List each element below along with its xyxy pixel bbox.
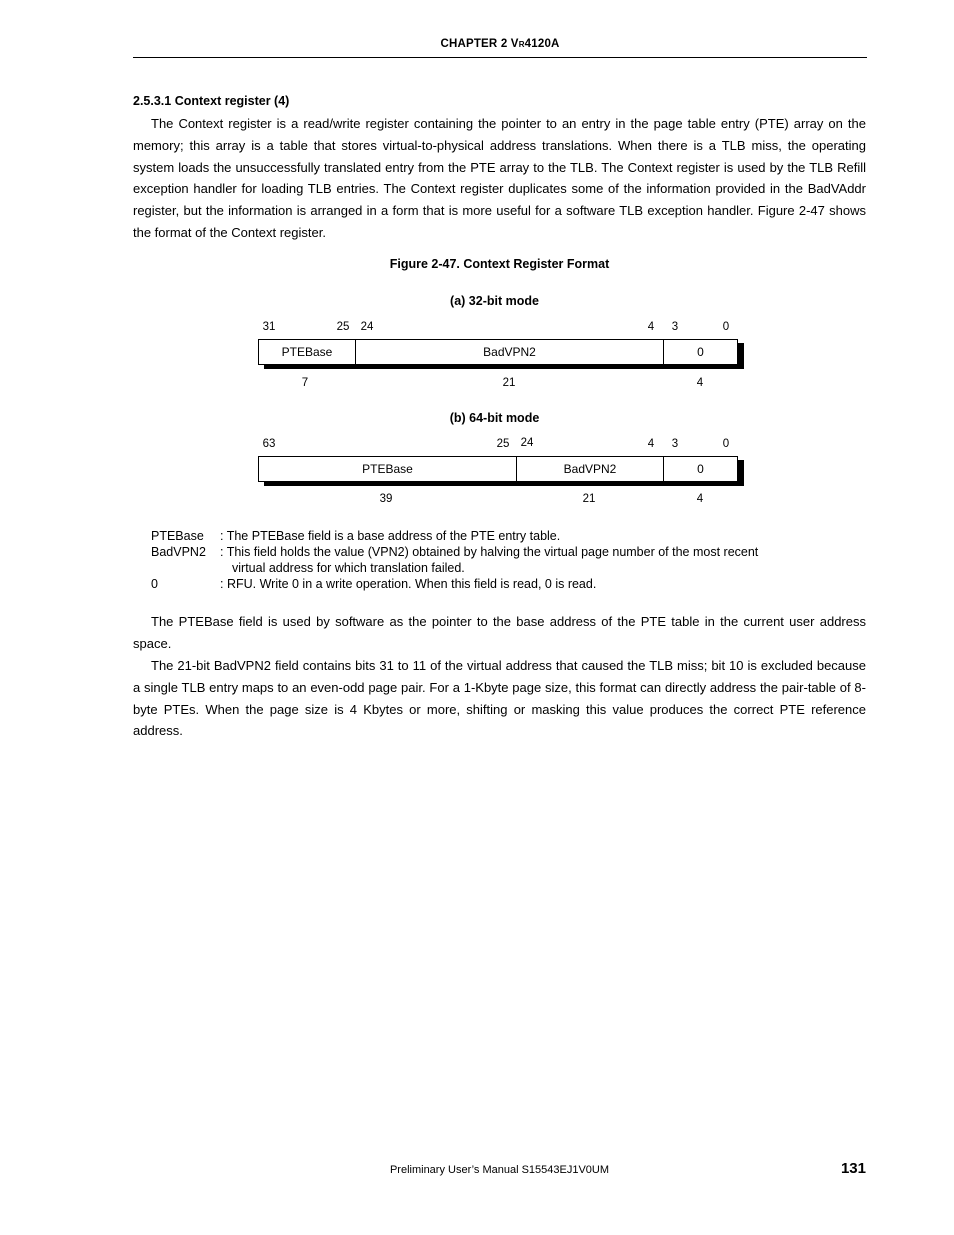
footer-manual-id: Preliminary User’s Manual S15543EJ1V0UM — [389, 1164, 610, 1176]
paragraph-badvpn2: The 21-bit BadVPN2 field contains bits 31 to 11 of the virtual address that caused the TLB miss; bit 10 is excluded because a single TLB entry maps to an even-odd page pair. For a 1-Kbyte page size, this format can directly address the pair-table of 8-byte PTEs. When the page size is 4 Kbytes or more, shifting or masking this value produces the correct PTE reference address. — [133, 658, 866, 739]
field-width-label: 39 — [379, 493, 393, 505]
bit-label: 63 — [262, 438, 276, 450]
field-ptebase: PTEBase — [259, 340, 356, 364]
paragraph-ptebase: The PTEBase field is used by software as the pointer to the base address of the PTE table in the current user address space. — [133, 614, 866, 651]
register-32bit — [258, 339, 738, 365]
legend-desc: : The PTEBase field is a base address of the PTE entry table. — [220, 529, 561, 543]
bit-label: 24 — [520, 437, 534, 449]
bit-label: 25 — [496, 438, 510, 450]
legend-term: 0 — [151, 577, 158, 591]
bit-label: 4 — [647, 438, 655, 450]
header-subscript: R — [518, 40, 525, 49]
field-width-label: 4 — [696, 377, 704, 389]
mode-a-title: (a) 32-bit mode — [450, 294, 539, 308]
header-chapter: CHAPTER 2 V — [440, 38, 519, 50]
field-zero: 0 — [697, 345, 704, 359]
field-badvpn2: BadVPN2 — [356, 340, 664, 364]
field-width-label: 7 — [301, 377, 309, 389]
bit-label: 0 — [722, 438, 730, 450]
legend-desc-continuation: virtual address for which translation failed. — [232, 561, 465, 575]
page-number: 131 — [840, 1160, 866, 1177]
register-64bit — [258, 456, 738, 482]
paragraph-intro: The Context register is a read/write register containing the pointer to an entry in the page table entry (PTE) array on the memory; this array is a table that stores virtual-to-physical address translations. When there is a TLB miss, the operating system loads the unsuccessfully translated entry from the PTE array to the TLB. The Context register is used by the TLB Refill exception handler for loading TLB entries. The Context register duplicates some of the information provided in the BadVAddr register, but the information is arranged in a form that is more useful for a software TLB exception handler. Figure 2-47 shows the format of the Context register. — [133, 116, 866, 240]
legend-term: PTEBase — [151, 529, 204, 543]
legend-term: BadVPN2 — [151, 545, 206, 559]
bit-label: 31 — [262, 321, 276, 333]
bit-label: 25 — [336, 321, 350, 333]
figure-title: Figure 2-47. Context Register Format — [389, 257, 610, 271]
field-zero: 0 — [697, 462, 704, 476]
page-header — [133, 38, 867, 50]
bit-label: 0 — [722, 321, 730, 333]
field-ptebase: PTEBase — [259, 457, 517, 481]
field-badvpn2: BadVPN2 — [517, 457, 664, 481]
header-rule — [133, 57, 867, 58]
mode-b-title: (b) 64-bit mode — [449, 411, 540, 425]
bit-label: 24 — [360, 321, 374, 333]
field-width-label: 21 — [582, 493, 596, 505]
bit-label: 4 — [647, 321, 655, 333]
bit-label: 3 — [671, 321, 679, 333]
legend-desc: : RFU. Write 0 in a write operation. When this field is read, 0 is read. — [220, 577, 597, 591]
bit-label: 3 — [671, 438, 679, 450]
legend-desc: : This field holds the value (VPN2) obtained by halving the virtual page number of the most recent — [220, 545, 759, 559]
field-width-label: 21 — [502, 377, 516, 389]
header-model: 4120A — [524, 38, 560, 50]
field-width-label: 4 — [696, 493, 704, 505]
section-title: 2.5.3.1 Context register (4) — [133, 94, 290, 108]
